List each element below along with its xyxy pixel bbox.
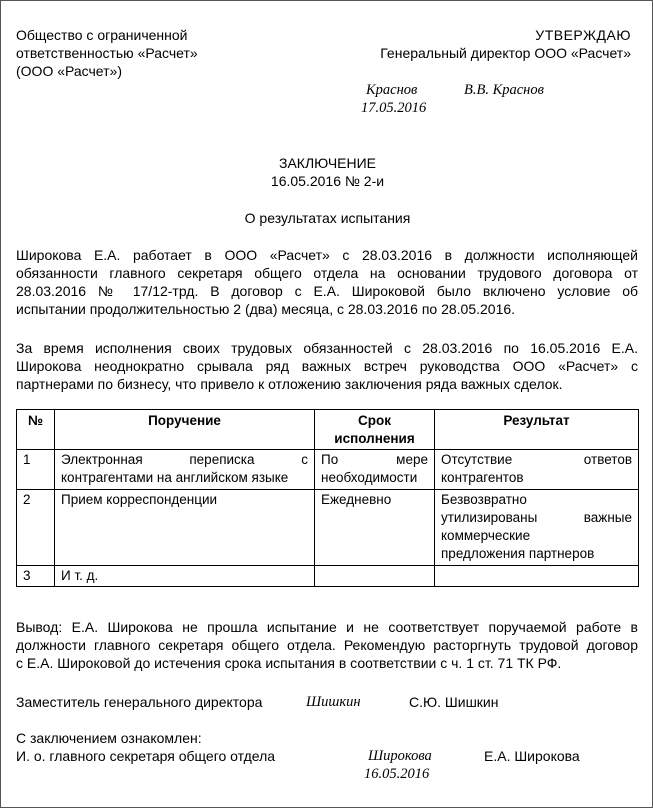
deputy-signature: Шишкин [306, 694, 361, 710]
paragraph-1-line-4: испытании продолжительностью 2 (два) месяца, с 28.03.2016 по 28.05.2016. [16, 301, 516, 317]
doc-subject: О результатах испытания [244, 210, 411, 226]
conclusion-line-2: должности главного секретаря общего отдела. Рекомендую расторгнуть трудовой договор [16, 637, 638, 653]
acknowledged-position: И. о. главного секретаря общего отдела [16, 748, 276, 764]
table-row [17, 566, 639, 587]
paragraph-2-line-1: За время исполнения своих трудовых обязанностей с 28.03.2016 по 16.05.2016 Е.А. [16, 340, 638, 356]
acknowledged-label: С заключением ознакомлен: [16, 730, 202, 746]
org-line-3: (ООО «Расчет») [16, 63, 122, 79]
header-assignment: Поручение [55, 410, 315, 450]
deputy-name: С.Ю. Шишкин [409, 694, 499, 710]
cell-deadline: По мере необходимости [315, 450, 435, 490]
cell-number: 1 [17, 450, 55, 490]
approve-name: В.В. Краснов [464, 82, 544, 98]
org-line-1: Общество с ограниченной [16, 27, 188, 43]
header-number: № [17, 410, 55, 450]
doc-title: ЗАКЛЮЧЕНИЕ [279, 155, 376, 171]
doc-number: 16.05.2016 № 2-и [270, 173, 385, 189]
table-row [17, 490, 639, 566]
cell-number: 3 [17, 566, 55, 587]
approve-heading: УТВЕРЖДАЮ [535, 27, 631, 43]
cell-deadline: Ежедневно [315, 490, 435, 566]
paragraph-2-line-3: партнерами по бизнесу, что привело к отложению заключения ряда важных сделок. [16, 376, 563, 392]
conclusion-line-3: с Е.А. Широковой до истечения срока испытания в соответствии с ч. 1 ст. 71 ТК РФ. [16, 655, 562, 671]
table-row [17, 450, 639, 490]
paragraph-1-line-2: обязанности главного секретаря общего отдела на основании трудового договора от [16, 265, 638, 281]
paragraph-1-line-3: 28.03.2016 № 17/12-трд. В договор с Е.А. Широковой было включено условие об [16, 283, 638, 299]
paragraph-1-line-1: Широкова Е.А. работает в ООО «Расчет» с 28.03.2016 в должности исполняющей [16, 247, 638, 263]
header-result: Результат [435, 410, 639, 450]
approve-position: Генеральный директор ООО «Расчет» [380, 45, 631, 61]
cell-deadline [315, 566, 435, 587]
tasks-table [16, 409, 639, 587]
cell-assignment: Электронная переписка с контрагентами на английском языке [55, 450, 315, 490]
cell-number: 2 [17, 490, 55, 566]
cell-result [435, 566, 639, 587]
paragraph-2-line-2: Широкова неоднократно срывала ряд важных встреч руководства ООО «Расчет» с [16, 358, 638, 374]
acknowledged-signature: Широкова [368, 748, 432, 764]
approve-signature: Краснов [366, 82, 418, 98]
org-line-2: ответственностью «Расчет» [16, 45, 198, 61]
acknowledged-date: 16.05.2016 [364, 766, 430, 782]
table-header-row [17, 410, 639, 450]
approve-date: 17.05.2016 [361, 100, 427, 116]
cell-result: Безвозвратно утилизированы важные коммерческие предложения партнеров [435, 490, 639, 566]
header-deadline: Срок исполнения [315, 410, 435, 450]
acknowledged-name: Е.А. Широкова [484, 748, 580, 764]
cell-result: Отсутствие ответов контрагентов [435, 450, 639, 490]
deputy-position: Заместитель генерального директора [16, 694, 263, 710]
cell-assignment: И т. д. [55, 566, 315, 587]
cell-assignment: Прием корреспонденции [55, 490, 315, 566]
conclusion-line-1: Вывод: Е.А. Широкова не прошла испытание и не соответствует поручаемой работе в [16, 619, 638, 635]
